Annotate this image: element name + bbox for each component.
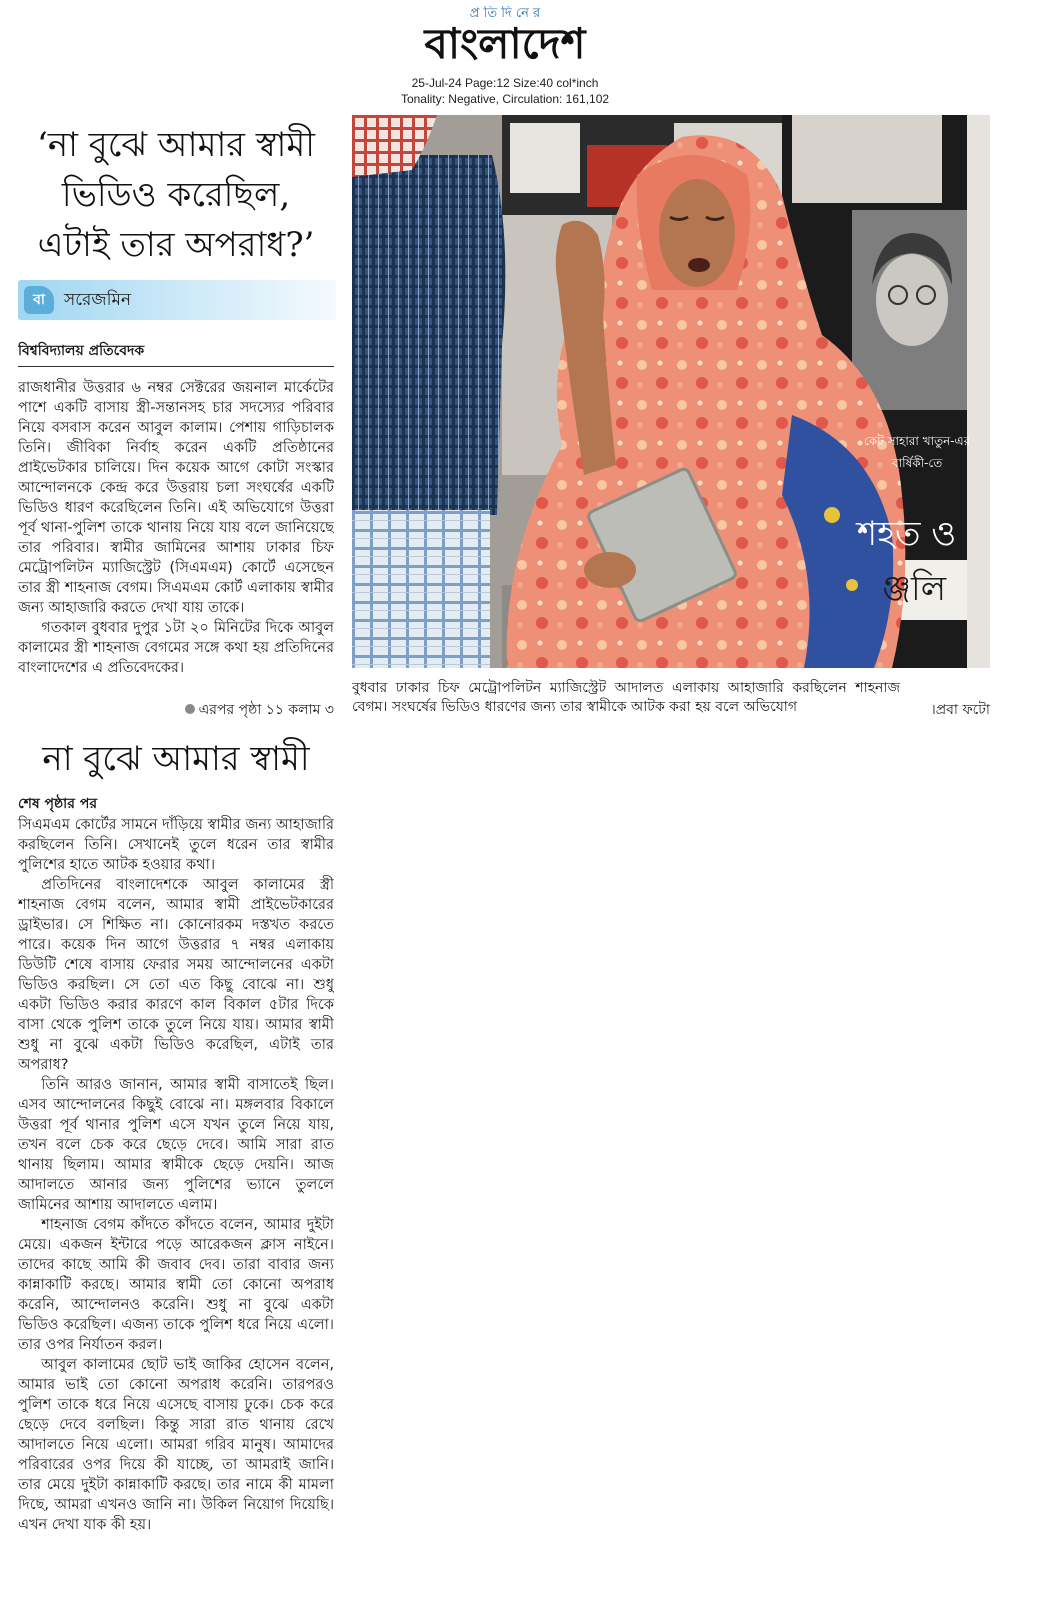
- section-tag-icon: বা: [24, 286, 54, 314]
- man-figure: [352, 115, 505, 668]
- jump-headline: [18, 734, 334, 788]
- article-paragraph: রাজধানীর উত্তরার ৬ নম্বর সেক্টরের জয়নাল মার্কেটের পাশে একটি বাসায় স্ত্রী-সন্তানসহ চার সদস্যের পরিবার নিয়ে বসবাস করেন আবুল কালাম। পেশায় গাড়িচালক তিনি। জীবিকা নির্বাহ করেন একটি প্রতিষ্ঠানের প্রাইভেটকার চালিয়ে। দিন কয়েক আগে কোটা সংস্কার আন্দোলনকে কেন্দ্র করে উত্তরায় চলা সংঘর্ষের একটি ভিডিও ধারণ করেছিলেন তিনি। এই অভিযোগে উত্তরা পূর্ব থানা-পুলিশ তাকে থানায় নিয়ে যায় বলে জানিয়েছে তার পরিবার। স্বামীর জামিনের আশায় ঢাকার চিফ মেট্রোপলিটন ম্যাজিস্ট্রেট (সিএমএম) কোর্টে এসেছেন তার স্ত্রী শাহনাজ বেগম। সিএমএম কোর্ট এলাকায় স্বামীর জন্য আহাজারি করতে দেখা যায় তাকে।: [18, 380, 334, 616]
- byline: বিশ্ববিদ্যালয় প্রতিবেদক: [18, 338, 334, 367]
- photo-credit: ।প্রবা ফটো: [900, 700, 990, 720]
- photo-caption-text: বুধবার ঢাকার চিফ মেট্রোপলিটন ম্যাজিস্ট্রেট আদালত এলাকায় আহাজারি করছিলেন শাহনাজ বেগম। সংঘর্ষের ভিডিও ধারণের জন্য তার স্বামীকে আটক করা হয় বলে অভিযোগ: [352, 680, 900, 715]
- article-body: [18, 378, 334, 700]
- jump-body: [18, 815, 334, 1559]
- jump-label: শেষ পৃষ্ঠার পর: [18, 796, 98, 812]
- masthead-kicker: প্র তি দি নে র: [469, 6, 541, 21]
- poster-text: ঞ্জলি: [882, 569, 947, 609]
- news-photo: [352, 115, 990, 668]
- jump-paragraph: আবুল কালামের ছোট ভাই জাকির হোসেন বলেন, আমার ভাই তো কোনো অপরাধ করেনি। তারপরও পুলিশ তাকে ধরে নিয়ে এসেছে বাসায় ঢুকে। চেক করে ছেড়ে দেবে বলছিল। কিন্তু সারা রাত থানায় রেখে আদালতে নিয়ে এলো। আমরা গরিব মানুষ। আমাদের পরিবারের ওপর দিয়ে কী যাচ্ছে, তা আমরাই জানি। তার মেয়ে দুইটা কান্নাকাটি করছে। তার নামে কী মামলা দিছে, আমরা এখনও জানি না। উকিল নিয়োগ দিয়েছি। এখন দেখা যাক কী হয়।: [18, 1357, 334, 1533]
- continuation-text: এরপর পৃষ্ঠা ১১ কলাম ৩: [198, 702, 334, 718]
- clip-info-date-page: 25-Jul-24 Page:12 Size:40 col*inch: [411, 76, 599, 90]
- jump-paragraph: তিনি আরও জানান, আমার স্বামী বাসাতেই ছিল। এসব আন্দোলনের কিছুই বোঝে না। মঙ্গলবার বিকালে উত্তরা পূর্ব থানার পুলিশ এসে যখন তুলে নিয়ে যায়, তখন বলে চেক করে ছেড়ে দেবে। আমি সারা রাত থানায় ছিলাম। আমার স্বামীকে ছেড়ে দেয়নি। আজ আদালতে আনার জন্য পুলিশের ভ্যানে তুললে জামিনের আশায় আদালতে এলাম।: [18, 1077, 334, 1213]
- clip-info: [340, 75, 670, 107]
- headline-line: এটাই তার অপরাধ?’: [37, 225, 315, 265]
- headline-line: ভিডিও করেছিল,: [61, 175, 291, 215]
- continuation-note: [18, 700, 334, 720]
- section-tag-label: সরেজমিন: [64, 290, 132, 310]
- jump-headline-text: না বুঝে আমার স্বামী: [42, 739, 310, 779]
- article-paragraph: গতকাল বুধবার দুপুর ১টা ২০ মিনিটের দিকে আবুল কালামের স্ত্রী শাহনাজ বেগমের সঙ্গে কথা হয় প্রতিদিনের বাংলাদেশের এ প্রতিবেদকের।: [18, 620, 334, 676]
- poster-text: শহত ও: [857, 514, 957, 554]
- clip-info-tonality: Tonality: Negative, Circulation: 161,102: [400, 92, 610, 106]
- photo-caption: [352, 679, 990, 721]
- bullet-icon: [185, 704, 195, 714]
- jump-paragraph: প্রতিদিনের বাংলাদেশকে আবুল কালামের স্ত্রী শাহনাজ বেগম বলেন, আমার স্বামী প্রাইভেটকারের ড্রাইভার। সে শিক্ষিত না। কোনোরকম দস্তখত করতে পারে। কয়েক দিন আগে উত্তরার ৭ নম্বর এলাকায় ডিউটি শেষে বাসায় ফেরার সময় আন্দোলনের একটা ভিডিও করছিল। সে তো এত কিছু বোঝে না। শুধু একটা ভিডিও করার কারণে কাল বিকাল ৫টার দিকে বাসা থেকে পুলিশ তাকে তুলে নিয়ে যায়। আমার স্বামী শুধু না বুঝে একটা ভিডিও করেছিল, এটাই তার অপরাধ?: [18, 877, 334, 1073]
- article-headline: [18, 120, 334, 272]
- headline-line: ‘না বুঝে আমার স্বামী: [37, 125, 315, 165]
- newspaper-masthead: বাংলাদেশ: [424, 20, 586, 68]
- poster-text: বার্ষিকী-তে: [892, 456, 943, 470]
- poster-text: কেট সাহারা খাতুন-এর: [864, 434, 971, 448]
- news-photo-illustration: [352, 115, 990, 668]
- section-tag-bar: [18, 280, 336, 320]
- jump-paragraph: শাহনাজ বেগম কাঁদতে কাঁদতে বলেন, আমার দুইটা মেয়ে। একজন ইন্টারে পড়ে আরেকজন ক্লাস নাইনে। তাদের কাছে আমি কী জবাব দেব। তারা বাবার জন্য কান্নাকাটি করছে। আমার স্বামী তো কোনো অপরাধ করেনি, আন্দোলনও করেনি। শুধু না বুঝে একটা ভিডিও করেছিল। এজন্য তাকে পুলিশ ধরে নিয়ে এলো। তার ওপর নির্যাতন করল।: [18, 1217, 334, 1353]
- jump-paragraph: সিএমএম কোর্টের সামনে দাঁড়িয়ে স্বামীর জন্য আহাজারি করছিলেন তিনি। সেখানেই তুলে ধরেন তার স্বামীর পুলিশের হাতে আটক হওয়ার কথা।: [18, 817, 334, 873]
